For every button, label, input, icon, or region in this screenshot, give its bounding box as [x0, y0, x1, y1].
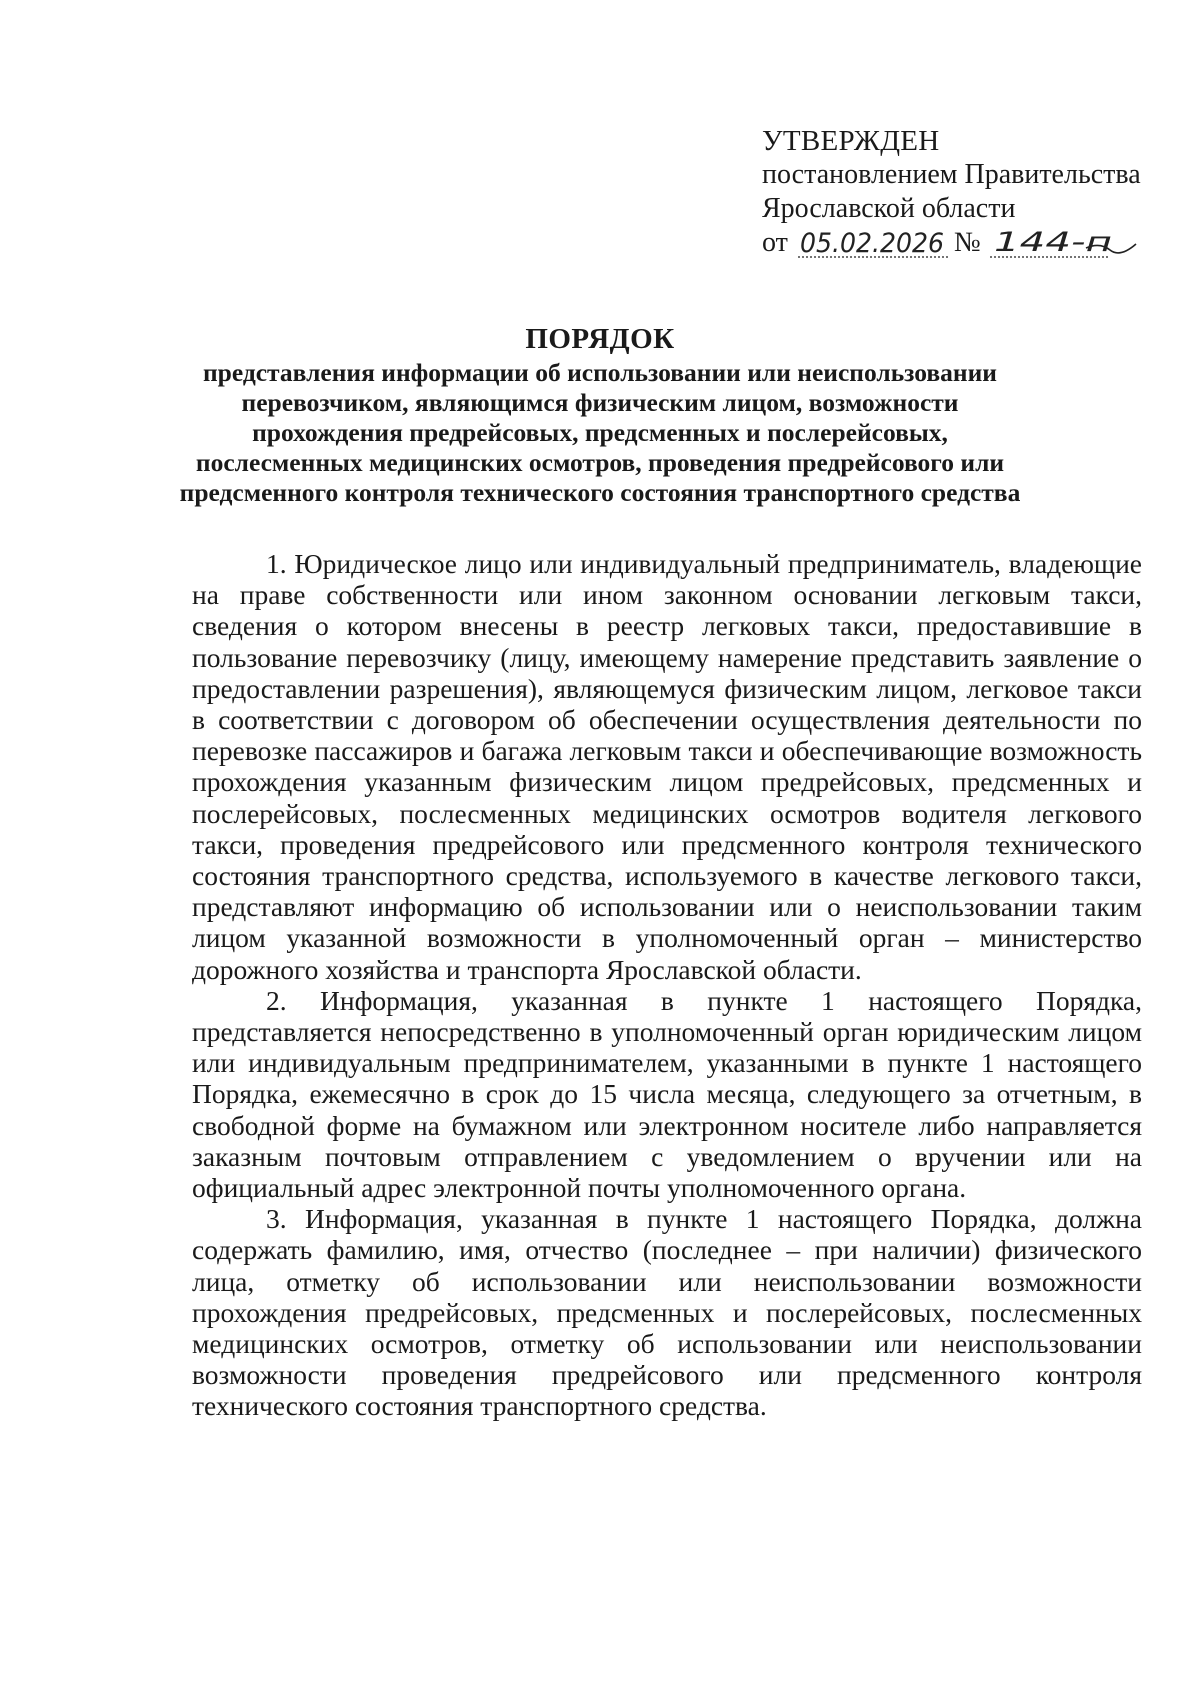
document-title: ПОРЯДОК — [525, 323, 675, 355]
handwritten-date — [798, 226, 948, 260]
paragraph-2: 2. Информация, указанная в пункте 1 настоящего Порядка, представляется непосредственно в уполномоченный орган юридическим лицом или индивидуальным предпринимателем, указанными в пункте 1 настоящего Порядка, ежемесячно в срок до 15 числа месяца, следующего за отчетным, в свободной форме на бумажном или электронном носителе либо направляется заказным почтовым отправлением с уведомлением о вручении или на официальный адрес электронной почты уполномоченного органа. — [192, 984, 1142, 1204]
handwritten-number-text: 144-п — [994, 227, 1112, 258]
document-subtitle-line: представления информации об использовании или неиспользовании — [202, 358, 997, 387]
number-sign: № — [954, 227, 981, 258]
approved-label: УТВЕРЖДЕН — [762, 125, 940, 157]
document-body — [192, 548, 1142, 1422]
approval-date-line — [762, 226, 1162, 262]
document-subtitle-line: предсменного контроля технического состояния транспортного средства — [179, 478, 1021, 507]
document-subtitle-line: перевозчиком, являющимся физическим лицом, возможности — [241, 388, 959, 417]
approval-stamp — [762, 124, 1162, 262]
document-subtitle-line: прохождения предрейсовых, предсменных и послерейсовых, — [252, 418, 948, 447]
document-subtitle-line: послесменных медицинских осмотров, проведения предрейсового или — [195, 448, 1005, 477]
date-prefix: от — [762, 227, 788, 258]
paragraph-3: 3. Информация, указанная в пункте 1 настоящего Порядка, должна содержать фамилию, имя, отчество (последнее – при наличии) физического лица, отметку об использовании или неиспользовании возможности прохождения предрейсовых, предсменных и послерейсовых, послесменных медицинских осмотров, отметку об использовании или неиспользовании возможности проведения предрейсового или предсменного контроля технического состояния транспортного средства. — [192, 1203, 1142, 1422]
handwritten-number — [990, 226, 1138, 260]
approval-authority-line1: постановлением Правительства — [762, 159, 1141, 190]
approval-authority-line2: Ярославской области — [762, 193, 1016, 224]
document-title-block — [150, 322, 1050, 508]
paragraph-1: 1. Юридическое лицо или индивидуальный предприниматель, владеющие на праве собственности или ином законном основании легковым такси, сведения о котором внесены в реестр легковых такси, предоставившие в пользование перевозчику (лицу, имеющему намерение представить заявление о предоставлении разрешения), являющемуся физическим лицом, легковое такси в соответствии с договором об обеспечении осуществления деятельности по перевозке пассажиров и багажа легковым такси и обеспечивающие возможность прохождения указанным физическим лицом предрейсовых, предсменных и послерейсовых, послесменных медицинских осмотров водителя легкового такси, проведения предрейсового или предсменного контроля технического состояния транспортного средства, используемого в качестве легкового такси, представляют информацию об использовании или о неиспользовании таким лицом указанной возможности в уполномоченный орган – министерство дорожного хозяйства и транспорта Ярославской области. — [192, 548, 1142, 985]
handwritten-date-text: 05.02.2026 — [800, 228, 944, 259]
